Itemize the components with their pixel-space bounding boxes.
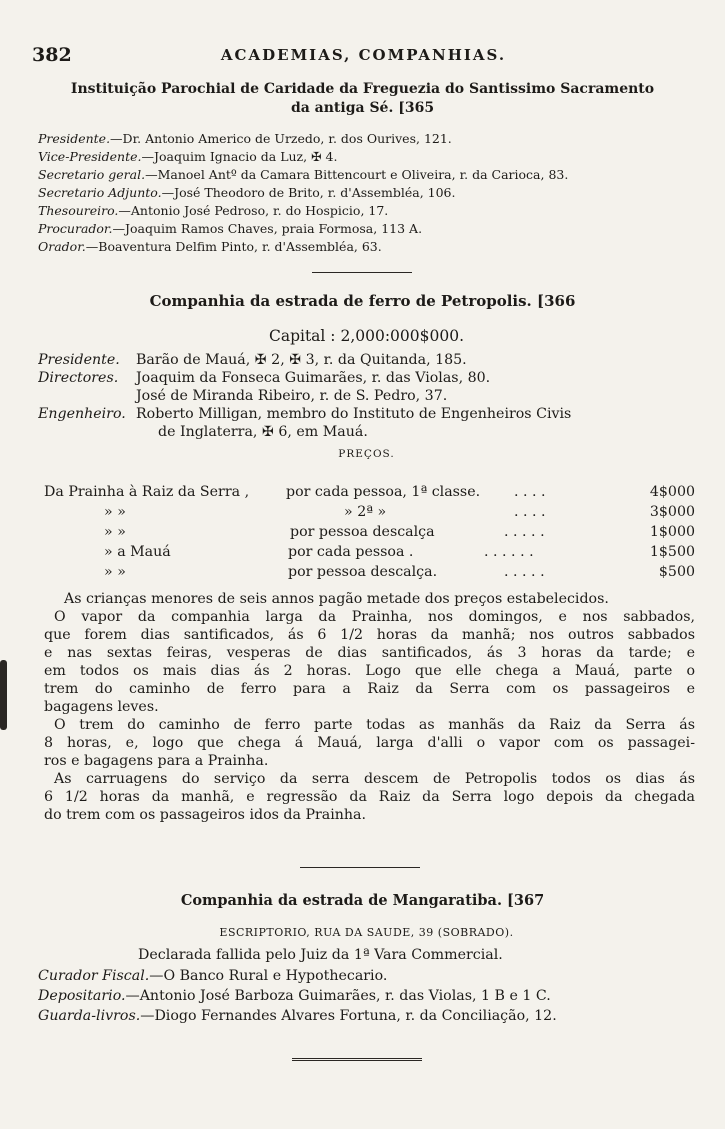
section-title: Companhia da estrada de Mangaratiba. [367 [180,892,545,909]
section-title-line: Instituição Parochial de Caridade da Freguezia do Santissimo Sacramento [70,81,655,97]
paragraph-line: ros e bagagens para a Prainha. [44,753,269,769]
section-divider [292,1058,422,1061]
list-item: Engenheiro. Roberto Milligan, membro do Instituto de Engenheiros Civis [38,406,572,422]
page-header [32,44,695,70]
prices-heading: PREÇOS. [338,448,395,460]
price-table [44,484,695,584]
table-row: » » por pessoa descalça. . . . . . $500 [104,564,695,580]
page-number: 382 [32,44,72,66]
schedule-paragraphs [44,590,695,824]
list-item: de Inglaterra, ✠ 6, em Mauá. [158,424,368,440]
margin-mark [0,660,7,730]
status-line: Declarada fallida pelo Juiz da 1ª Vara Commercial. [138,947,503,963]
list-item: Orador.—Boaventura Delfim Pinto, r. d'Assembléa, 63. [38,239,382,254]
paragraph-line: do trem com os passageiros idos da Prainha. [44,807,367,823]
list-item: Guarda-livros.—Diogo Fernandes Alvares Fortuna, r. da Conciliação, 12. [38,1008,557,1024]
list-item: Thesoureiro.—Antonio José Pedroso, r. do Hospicio, 17. [38,203,389,218]
paragraph-line: 8 horas, e, logo que chega á Mauá, larga d'alli o vapor com os passagei- [44,735,695,751]
paragraph-line: O vapor da companhia larga da Prainha, nos domingos, e nos sabbados, [54,609,695,625]
section-divider [312,272,412,273]
table-row: » » » 2ª » . . . . 3$000 [104,504,695,520]
table-row: Da Prainha à Raiz da Serra , por cada pessoa, 1ª classe. . . . . 4$000 [44,484,695,500]
list-item: Depositario.—Antonio José Barboza Guimarães, r. das Violas, 1 B e 1 C. [38,988,551,1004]
paragraph-line: que forem dias santificados, ás 6 1/2 horas da manhã; nos outros sabbados [44,627,695,643]
section-title: Companhia da estrada de ferro de Petropolis. [366 [149,292,576,310]
list-item: Directores. Joaquim da Fonseca Guimarães, r. das Violas, 80. [38,370,491,386]
office-address: ESCRIPTORIO, RUA DA SAUDE, 39 (SOBRADO). [219,926,514,939]
list-item: Secretario geral.—Manoel Antº da Camara Bittencourt e Oliveira, r. da Carioca, 83. [38,167,569,182]
table-row: » a Mauá por cada pessoa . . . . . . . 1$500 [104,544,695,560]
list-item: Presidente.—Dr. Antonio Americo de Urzedo, r. dos Ourives, 121. [38,131,452,146]
table-row: » » por pessoa descalça . . . . . 1$000 [104,524,695,540]
list-item: Presidente. Barão de Mauá, ✠ 2, ✠ 3, r. da Quitanda, 185. [38,352,467,368]
officers-list [38,130,695,256]
section-divider [300,867,420,868]
paragraph-line: e nas sextas feiras, vesperas de dias santificados, ás 3 horas da tarde; e [44,645,695,661]
section-title [40,80,685,118]
list-item: Curador Fiscal.—O Banco Rural e Hypothecario. [38,968,388,984]
paragraph-line: bagagens leves. [44,699,159,715]
list-item: Procurador.—Joaquim Ramos Chaves, praia Formosa, 113 A. [38,221,423,236]
capital: Capital : 2,000:000$000. [268,327,465,345]
paragraph-line: 6 1/2 horas da manhã, e regressão da Raiz da Serra logo depois da chegada [44,789,695,805]
section-title-line: da antiga Sé. [365 [290,100,435,116]
paragraph-line: em todos os mais dias ás 2 horas. Logo que elle chega a Mauá, parte o [44,663,695,679]
paragraph-line: O trem do caminho de ferro parte todas as manhãs da Raiz da Serra ás [54,717,695,733]
list-item: Secretario Adjunto.—José Theodoro de Brito, r. d'Assembléa, 106. [38,185,456,200]
company-details [38,922,695,1026]
list-item: Vice-Presidente.—Joaquim Ignacio da Luz, ✠ 4. [38,149,338,164]
list-item: José de Miranda Ribeiro, r. de S. Pedro, 37. [136,388,448,404]
paragraph-line: As carruagens do serviço da serra descem de Petropolis todos os dias ás [54,771,695,787]
running-title: ACADEMIAS, COMPANHIAS. [220,46,507,64]
company-details [38,325,695,463]
paragraph-line: As crianças menores de seis annos pagão metade dos preços estabelecidos. [64,591,609,607]
paragraph-line: trem do caminho de ferro para a Raiz da Serra com os passageiros e [44,681,695,697]
